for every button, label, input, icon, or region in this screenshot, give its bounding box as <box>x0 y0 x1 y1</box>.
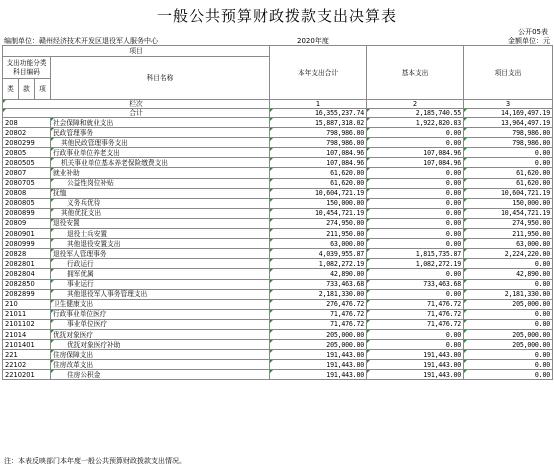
table-row <box>3 360 553 370</box>
row-col2: 0.00 <box>367 289 464 299</box>
row-col2: 0.00 <box>367 239 464 249</box>
row-col1: 205,000.00 <box>270 340 367 350</box>
row-subject-name: 优抚对象医疗 <box>51 329 270 339</box>
row-subject-name: 行政运行 <box>51 259 270 269</box>
row-col2: 733,463.68 <box>367 279 464 289</box>
row-subject-name: 事业运行 <box>51 279 270 289</box>
header-func-class: 支出功能分类科目编码 <box>3 57 51 79</box>
table-row <box>3 269 553 279</box>
row-col1: 276,476.72 <box>270 299 367 309</box>
row-col1: 2,181,330.00 <box>270 289 367 299</box>
report-meta <box>4 36 550 45</box>
row-code: 2080299 <box>3 138 51 148</box>
row-code: 22102 <box>3 360 51 370</box>
row-code: 2080901 <box>3 229 51 239</box>
row-code: 2101102 <box>3 319 51 329</box>
row-subject-name: 退役安置 <box>51 218 270 228</box>
row-code: 2082804 <box>3 269 51 279</box>
row-code: 2082850 <box>3 279 51 289</box>
row-col1: 15,887,318.02 <box>270 118 367 128</box>
row-col2: 71,476.72 <box>367 319 464 329</box>
row-col2: 191,443.00 <box>367 360 464 370</box>
row-subject-name: 行政事业单位医疗 <box>51 309 270 319</box>
row-code: 2080999 <box>3 239 51 249</box>
row-col2: 0.00 <box>367 138 464 148</box>
header-col2: 基本支出 <box>367 46 464 100</box>
row-col1: 71,476.72 <box>270 319 367 329</box>
row-col3: 211,950.00 <box>464 229 553 239</box>
table-row <box>3 229 553 239</box>
row-code: 2080505 <box>3 158 51 168</box>
row-col2: 0.00 <box>367 178 464 188</box>
row-subject-name: 退役军人管理事务 <box>51 249 270 259</box>
row-col3: 0.00 <box>464 158 553 168</box>
table-row <box>3 249 553 259</box>
row-col3: 2,181,330.00 <box>464 289 553 299</box>
row-code: 2080805 <box>3 198 51 208</box>
row-subject-name: 住房公积金 <box>51 370 270 380</box>
row-col1: 107,084.96 <box>270 148 367 158</box>
row-col2: 0.00 <box>367 269 464 279</box>
table-row <box>3 118 553 128</box>
row-col3: 205,000.00 <box>464 299 553 309</box>
row-col3: 0.00 <box>464 319 553 329</box>
row-code: 2101401 <box>3 340 51 350</box>
row-col3: 0.00 <box>464 148 553 158</box>
row-subject-name: 社会保障和就业支出 <box>51 118 270 128</box>
row-col3: 0.00 <box>464 350 553 360</box>
row-col1: 10,604,721.19 <box>270 188 367 198</box>
header-item: 项目 <box>3 46 270 57</box>
row-subject-name: 住房改革支出 <box>51 360 270 370</box>
row-code: 2082899 <box>3 289 51 299</box>
row-col2: 71,476.72 <box>367 299 464 309</box>
table-row <box>3 329 553 339</box>
table-row <box>3 289 553 299</box>
total-col1: 16,355,237.74 <box>270 109 367 118</box>
row-code: 21014 <box>3 329 51 339</box>
row-col3: 274,950.00 <box>464 218 553 228</box>
table-row <box>3 340 553 350</box>
table-row <box>3 148 553 158</box>
table-note: 注：本表反映部门本年度一般公共预算财政拨款支出情况。 <box>4 457 186 465</box>
row-code: 21011 <box>3 309 51 319</box>
table-row <box>3 128 553 138</box>
row-col2: 1,922,820.83 <box>367 118 464 128</box>
row-col3: 0.00 <box>464 279 553 289</box>
row-code: 20808 <box>3 188 51 198</box>
row-col1: 71,476.72 <box>270 309 367 319</box>
row-subject-name: 民政管理事务 <box>51 128 270 138</box>
row-subject-name: 优抚对象医疗补助 <box>51 340 270 350</box>
row-code: 2080705 <box>3 178 51 188</box>
row-col3: 10,604,721.19 <box>464 188 553 198</box>
row-col2: 0.00 <box>367 188 464 198</box>
row-col3: 63,000.00 <box>464 239 553 249</box>
row-col1: 798,986.00 <box>270 138 367 148</box>
row-subject-name: 其他优抚支出 <box>51 208 270 218</box>
row-col1: 61,620.00 <box>270 168 367 178</box>
row-col1: 191,443.00 <box>270 360 367 370</box>
row-col3: 205,000.00 <box>464 340 553 350</box>
row-col2: 1,815,735.87 <box>367 249 464 259</box>
row-code: 2082801 <box>3 259 51 269</box>
row-col2: 107,084.96 <box>367 148 464 158</box>
form-number: 公开05表 <box>518 28 548 36</box>
row-col2: 1,082,272.19 <box>367 259 464 269</box>
table-row <box>3 168 553 178</box>
row-subject-name: 拥军优属 <box>51 269 270 279</box>
row-code: 208 <box>3 118 51 128</box>
row-col1: 63,000.00 <box>270 239 367 249</box>
total-col3: 14,169,497.19 <box>464 109 553 118</box>
row-subject-name: 义务兵优待 <box>51 198 270 208</box>
row-subject-name: 其他民政管理事务支出 <box>51 138 270 148</box>
row-code: 221 <box>3 350 51 360</box>
row-code: 2080899 <box>3 208 51 218</box>
row-col1: 798,986.00 <box>270 128 367 138</box>
header-n2: 2 <box>367 100 464 109</box>
row-col2: 71,476.72 <box>367 309 464 319</box>
header-col3: 项目支出 <box>464 46 553 100</box>
header-n1: 1 <box>270 100 367 109</box>
header-lanci: 栏次 <box>3 100 270 109</box>
table-row <box>3 309 553 319</box>
row-col3: 0.00 <box>464 360 553 370</box>
row-col3: 61,620.00 <box>464 178 553 188</box>
row-col3: 2,224,220.00 <box>464 249 553 259</box>
row-col3: 42,890.00 <box>464 269 553 279</box>
row-col1: 10,454,721.19 <box>270 208 367 218</box>
row-col3: 13,964,497.19 <box>464 118 553 128</box>
row-col3: 205,000.00 <box>464 329 553 339</box>
row-subject-name: 住房保障支出 <box>51 350 270 360</box>
row-col1: 211,950.00 <box>270 229 367 239</box>
table-row <box>3 198 553 208</box>
row-col3: 150,000.00 <box>464 198 553 208</box>
row-col1: 4,039,955.87 <box>270 249 367 259</box>
table-row <box>3 218 553 228</box>
header-n3: 3 <box>464 100 553 109</box>
row-col2: 191,443.00 <box>367 370 464 380</box>
table-row <box>3 299 553 309</box>
row-code: 20828 <box>3 249 51 259</box>
table-row <box>3 178 553 188</box>
row-col1: 150,000.00 <box>270 198 367 208</box>
row-col3: 798,986.00 <box>464 128 553 138</box>
row-col1: 61,620.00 <box>270 178 367 188</box>
row-col1: 42,890.00 <box>270 269 367 279</box>
row-subject-name: 就业补助 <box>51 168 270 178</box>
row-col1: 191,443.00 <box>270 350 367 360</box>
amount-unit: 金额单位：元 <box>508 37 550 45</box>
total-col2: 2,185,740.55 <box>367 109 464 118</box>
row-col2: 0.00 <box>367 329 464 339</box>
header-col1: 本年支出合计 <box>270 46 367 100</box>
row-col1: 107,084.96 <box>270 158 367 168</box>
row-subject-name: 退役士兵安置 <box>51 229 270 239</box>
row-col1: 274,950.00 <box>270 218 367 228</box>
row-subject-name: 事业单位医疗 <box>51 319 270 329</box>
row-col3: 0.00 <box>464 259 553 269</box>
row-col2: 191,443.00 <box>367 350 464 360</box>
row-col2: 0.00 <box>367 198 464 208</box>
row-col2: 0.00 <box>367 208 464 218</box>
table-row <box>3 279 553 289</box>
row-col2: 0.00 <box>367 218 464 228</box>
row-col3: 10,454,721.19 <box>464 208 553 218</box>
year-label: 2020年度 <box>297 37 329 45</box>
table-row <box>3 188 553 198</box>
row-subject-name: 其他退役军人事务管理支出 <box>51 289 270 299</box>
total-label: 合计 <box>3 109 270 118</box>
table-row <box>3 319 553 329</box>
header-xiang: 项 <box>35 79 51 100</box>
table-row <box>3 350 553 360</box>
row-col1: 1,082,272.19 <box>270 259 367 269</box>
header-lei: 类 <box>3 79 19 100</box>
row-col3: 798,986.00 <box>464 138 553 148</box>
row-col2: 0.00 <box>367 340 464 350</box>
row-code: 20807 <box>3 168 51 178</box>
expenditure-table <box>2 45 553 380</box>
row-subject-name: 行政事业单位养老支出 <box>51 148 270 158</box>
row-code: 210 <box>3 299 51 309</box>
row-code: 20805 <box>3 148 51 158</box>
row-code: 2210201 <box>3 370 51 380</box>
header-kuan: 款 <box>19 79 35 100</box>
row-subject-name: 卫生健康支出 <box>51 299 270 309</box>
row-code: 20802 <box>3 128 51 138</box>
header-subject-name: 科目名称 <box>51 57 270 100</box>
row-col2: 107,084.96 <box>367 158 464 168</box>
row-col1: 205,000.00 <box>270 329 367 339</box>
row-col1: 191,443.00 <box>270 370 367 380</box>
row-col2: 0.00 <box>367 229 464 239</box>
row-subject-name: 公益性岗位补贴 <box>51 178 270 188</box>
row-col3: 0.00 <box>464 309 553 319</box>
row-subject-name: 机关事业单位基本养老保险缴费支出 <box>51 158 270 168</box>
table-row <box>3 158 553 168</box>
row-col2: 0.00 <box>367 168 464 178</box>
report-title: 一般公共预算财政拨款支出决算表 <box>156 7 397 25</box>
row-subject-name: 抚恤 <box>51 188 270 198</box>
row-col1: 733,463.68 <box>270 279 367 289</box>
table-row <box>3 259 553 269</box>
table-row <box>3 208 553 218</box>
table-row <box>3 138 553 148</box>
row-subject-name: 其他退役安置支出 <box>51 239 270 249</box>
unit-label: 编制单位：赣州经济技术开发区退役军人服务中心 <box>4 37 158 45</box>
row-col2: 0.00 <box>367 128 464 138</box>
table-row <box>3 239 553 249</box>
row-code: 20809 <box>3 218 51 228</box>
row-col3: 0.00 <box>464 370 553 380</box>
table-row <box>3 370 553 380</box>
row-col3: 61,620.00 <box>464 168 553 178</box>
